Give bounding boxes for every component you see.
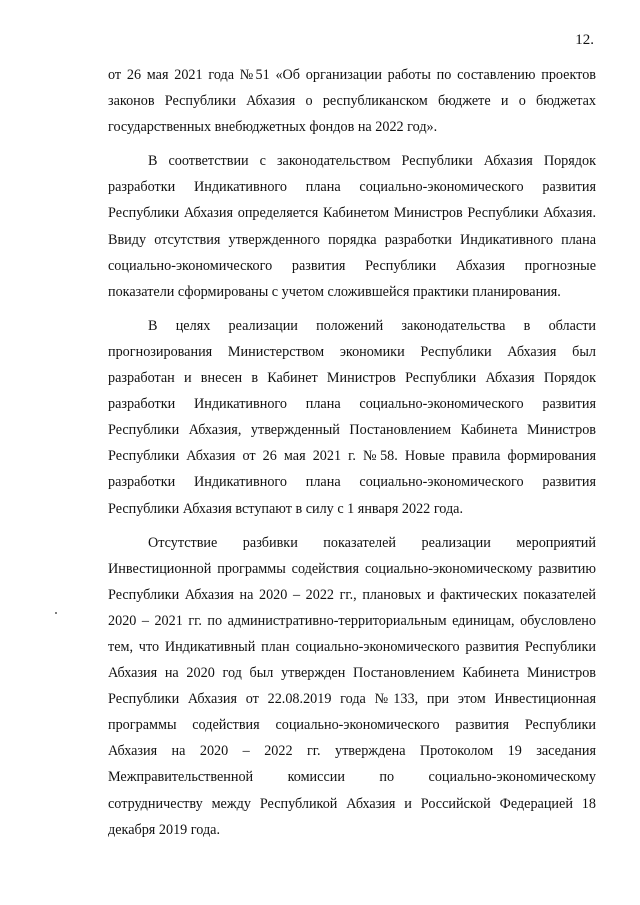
paragraph-investment-program: Отсутствие разбивки показателей реализации мероприятий Инвестиционной программы содействия социально-экономическому развитию Республики Абхазия на 2020 – 2022 гг., плановых и фактических показателей 2020 – 2021 гг. по административно-территориальным единицам, обусловлено тем, что Индикативный план социально-экономического развития Республики Абхазия на 2020 год был утвержден Постановлением Кабинета Министров Республики Абхазия от 22.08.2019 года №133, при этом Инвестиционная программы содействия социально-экономического развития Республики Абхазия на 2020 – 2022 гг. утверждена Протоколом 19 заседания Межправительственной комиссии по социально-экономическому сотрудничеству между Республикой Абхазия и Российской Федерацией 18 декабря 2019 года. xyxy=(108,534,596,838)
scan-speck xyxy=(55,612,57,614)
document-body xyxy=(108,62,596,843)
paragraph-procedure: В соответствии с законодательством Республики Абхазия Порядок разработки Индикативного плана социально-экономического развития Республики Абхазия определяется Кабинетом Министров Республики Абхазия. Ввиду отсутствия утвержденного порядка разработки Индикативного плана социально-экономического развития Республики Абхазия прогнозные показатели сформированы с учетом сложившейся практики планирования. xyxy=(108,153,596,300)
page-number: 12. xyxy=(575,32,594,48)
paragraph-ministry: В целях реализации положений законодательства в области прогнозирования Министерством экономики Республики Абхазия был разработан и внесен в Кабинет Министров Республики Абхазия Порядок разработки Индикативного плана социально-экономического развития Республики Абхазия, утвержденный Постановлением Кабинета Министров Республики Абхазия от 26 мая 2021 г. №58. Новые правила формирования разработки Индикативного плана социально-экономического развития Республики Абхазия вступают в силу с 1 января 2022 года. xyxy=(108,317,596,517)
paragraph-continuation: от 26 мая 2021 года №51 «Об организации работы по составлению проектов законов Республики Абхазия о республиканском бюджете и о бюджетах государственных внебюджетных фондов на 2022 год». xyxy=(108,67,596,136)
